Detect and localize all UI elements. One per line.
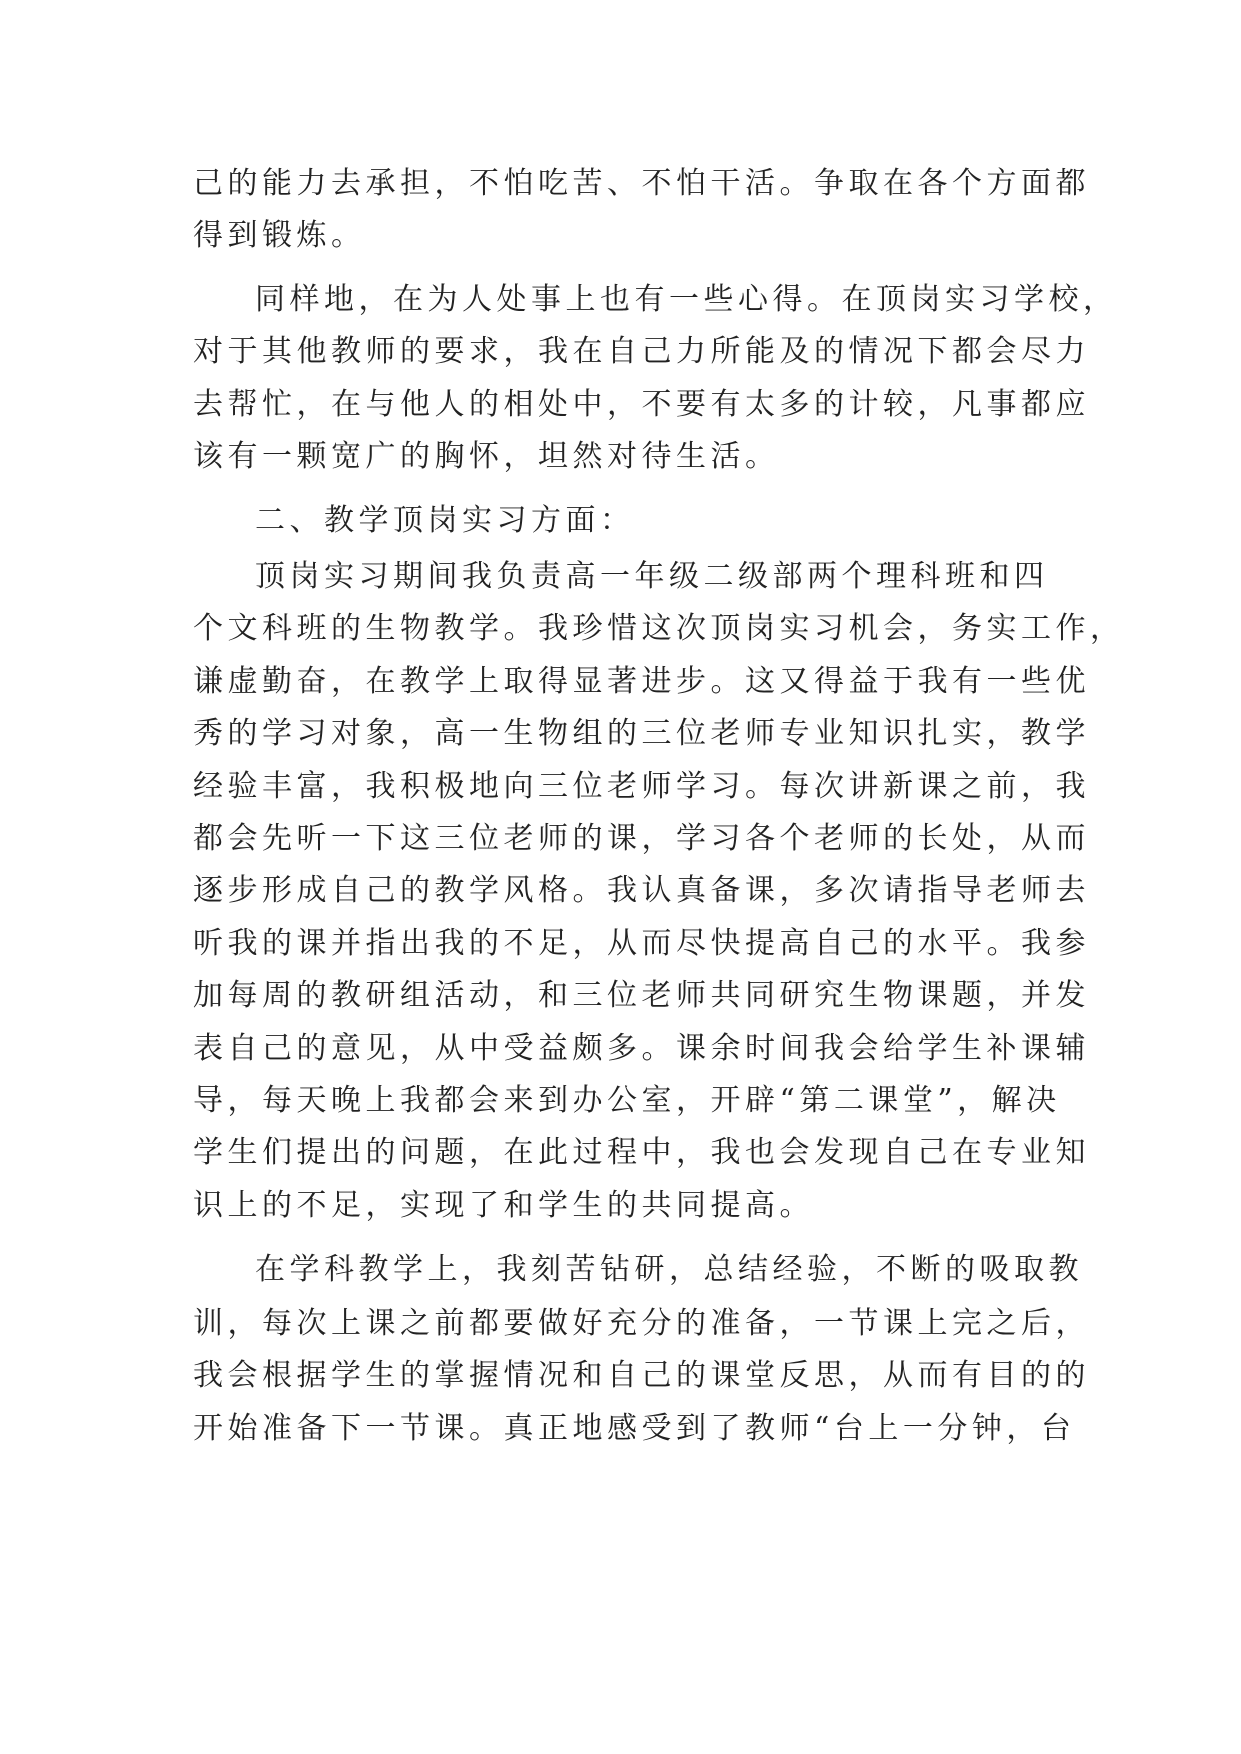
text-line: 该有一颗宽广的胸怀，坦然对待生活。 xyxy=(193,439,780,474)
text-line: 己的能力去承担，不怕吃苦、不怕干活。争取在各个方面都 xyxy=(193,166,1090,201)
text-line: 得到锻炼。 xyxy=(193,218,366,253)
text-line: 识上的不足，实现了和学生的共同提高。 xyxy=(193,1188,814,1223)
text-line: 表自己的意见，从中受益颇多。课余时间我会给学生补课辅 xyxy=(193,1031,1090,1066)
text-line: 经验丰富，我积极地向三位老师学习。每次讲新课之前，我 xyxy=(193,769,1090,804)
text-line: 逐步形成自己的教学风格。我认真备课，多次请指导老师去 xyxy=(193,873,1090,908)
text-line: 秀的学习对象，高一生物组的三位老师专业知识扎实，教学 xyxy=(193,716,1090,751)
section-heading: 二、教学顶岗实习方面： xyxy=(255,503,635,538)
text-line: 都会先听一下这三位老师的课，学习各个老师的长处，从而 xyxy=(193,821,1090,856)
text-line: 个文科班的生物教学。我珍惜这次顶岗实习机会，务实工作， xyxy=(193,611,1125,646)
text-line: 同样地，在为人处事上也有一些心得。在顶岗实习学校， xyxy=(255,282,1118,317)
text-line: 对于其他教师的要求，我在自己力所能及的情况下都会尽力 xyxy=(193,334,1090,369)
text-line: 开始准备下一节课。真正地感受到了教师“台上一分钟，台 xyxy=(193,1411,1076,1446)
text-line: 在学科教学上，我刻苦钻研，总结经验，不断的吸取教 xyxy=(255,1252,1083,1287)
text-line: 谦虚勤奋，在教学上取得显著进步。这又得益于我有一些优 xyxy=(193,664,1090,699)
text-line: 顶岗实习期间我负责高一年级二级部两个理科班和四 xyxy=(255,559,1049,594)
text-line: 导，每天晚上我都会来到办公室，开辟“第二课堂”，解决 xyxy=(193,1083,1061,1118)
text-line: 去帮忙，在与他人的相处中，不要有太多的计较，凡事都应 xyxy=(193,387,1090,422)
text-line: 加每周的教研组活动，和三位老师共同研究生物课题，并发 xyxy=(193,978,1090,1013)
text-line: 我会根据学生的掌握情况和自己的课堂反思，从而有目的的 xyxy=(193,1358,1090,1393)
text-line: 学生们提出的问题，在此过程中，我也会发现自己在专业知 xyxy=(193,1135,1090,1170)
text-line: 训，每次上课之前都要做好充分的准备，一节课上完之后， xyxy=(193,1306,1090,1341)
text-line: 听我的课并指出我的不足，从而尽快提高自己的水平。我参 xyxy=(193,926,1090,961)
